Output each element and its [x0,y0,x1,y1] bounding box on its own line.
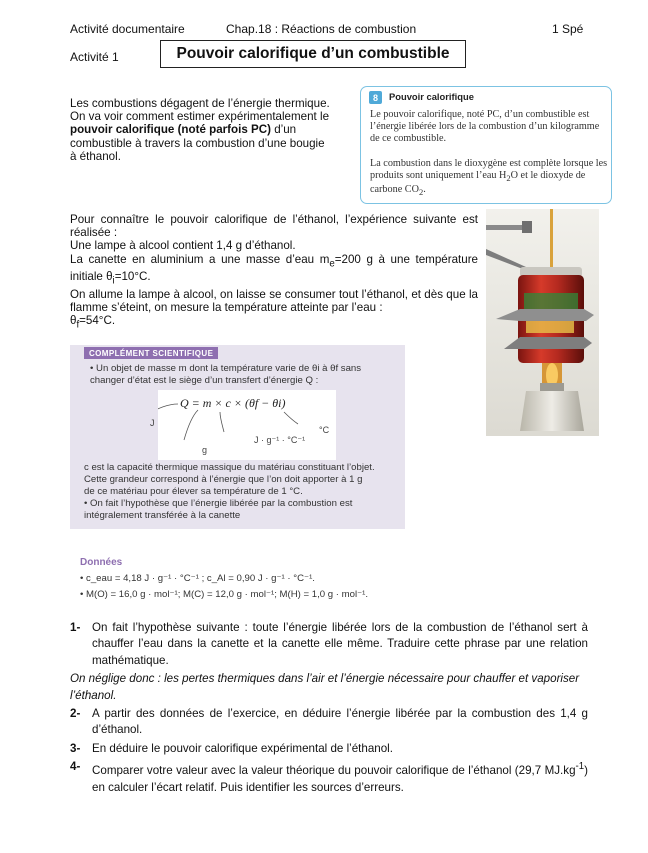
q4-end: ) en calculer l’écart relatif. Puis identifier les sources d’erreurs. [92,764,588,794]
experiment-photo [486,209,599,436]
formula-box [158,390,336,460]
intro-line: à éthanol. [70,149,121,163]
q4-start: Comparer votre valeur avec la valeur théorique du pouvoir calorifique de l’éthanol (29,7 MJ.kg [92,764,576,778]
unit-m: g [202,445,208,455]
definition-text: Le pouvoir calorifique, noté PC, d’un combustible est l’énergie libérée lors de la combustion d’un kilogramme de ce combustible. [370,109,600,145]
exp-sub: e [329,257,335,269]
question-item [70,620,588,669]
question-item [70,759,588,796]
donnees-line: • M(O) = 16,0 g · mol⁻¹; M(C) = 12,0 g · mol⁻¹; M(H) = 1,0 g · mol⁻¹. [80,589,369,600]
intro-line: On va voir comment estimer expérimentalement le [70,110,330,124]
def-p2-mid: O et le dioxyde de carbone CO [370,170,586,196]
def-p2-start: La combustion dans le dioxygène est complète lorsque les produits sont uniquement l’eau H [370,158,608,182]
experiment-line [70,253,478,288]
exp-sub: f [76,319,80,331]
question-text: En déduire le pouvoir calorifique expérimental de l’éthanol. [92,741,393,755]
exp-p5-end: =54°C. [79,314,116,328]
definition-number: 8 [369,91,382,104]
complement-line: c est la capacité thermique massique du matériau constituant l’objet. [84,462,375,473]
complement-line: changer d’état est le siège d’un transfert d’énergie Q : [90,375,319,386]
questions-list [70,620,588,798]
header-chapter: Chap.18 : Réactions de combustion [226,22,417,36]
question-item [70,706,588,739]
definition-box [360,86,612,204]
complement-tag: COMPLÉMENT SCIENTIFIQUE [84,347,218,359]
q4-sup: -1 [575,761,585,773]
intro-line [70,123,348,136]
complement-line: • Un objet de masse m dont la température varie de θi à θf sans [90,363,362,374]
intro-line: Les combustions dégagent de l’énergie thermique. [70,97,330,110]
experiment-line: Pour connaître le pouvoir calorifique de l’éthanol, l’expérience suivante est réalisée : [70,213,478,240]
exp-p5-start: θ [70,314,77,328]
page-title-text: Pouvoir calorifique d’un combustible [176,45,450,62]
complement-line: de ce matériau pour élever sa température de 1 °C. [84,486,303,497]
question-item [70,741,588,757]
question-text: On fait l’hypothèse suivante : toute l’énergie libérée lors de la combustion de l’éthanol sert à chauffer l’eau dans la canette et la canette elle même. Traduire cette phrase par une relation mathématique. [92,621,588,667]
activity-label: Activité 1 [70,50,119,64]
can-lamp-illustration [486,209,599,436]
complement-line: Cette grandeur correspond à l’énergie que l’on doit apporter à 1 g [84,474,363,485]
exp-p3-end: =10°C. [114,270,151,284]
intro-bold: pouvoir calorifique (noté parfois PC) [70,123,271,137]
def-sub: 2 [418,187,424,198]
exp-p3-start: La canette en aluminium a une masse d’eau m [70,252,330,266]
header-level: 1 Spé [552,22,584,36]
question-text: A partir des données de l’exercice, en déduire l’énergie libérée par la combustion des 1,4 g d’éthanol. [92,707,588,737]
definition-text-2 [370,158,608,199]
question-number: 1- [70,621,81,634]
question-note: On néglige donc : les pertes thermiques dans l’air et l’énergie nécessaire pour chauffer et vaporiser l’éthanol. [70,672,580,702]
question-text [92,761,588,794]
question-number: 3- [70,741,81,755]
exp-sub: i [112,275,115,287]
experiment-line: Une lampe à alcool contient 1,4 g d’éthanol. [70,239,296,253]
definition-title: Pouvoir calorifique [389,91,474,102]
intro-line-tail: d’un [270,123,297,137]
question-number: 4- [70,760,81,774]
page-title [160,40,466,68]
complement-line: intégralement transférée à la canette [84,510,241,521]
experiment-line: On allume la lampe à alcool, on laisse se consumer tout l’éthanol, et dès que la flamme s’éteint, on mesure la température atteinte par l’eau : [70,287,478,314]
complement-line: • On fait l’hypothèse que l’énergie libérée par la combustion est [84,498,353,509]
formula-text: Q = m × c × (θf − θi) [180,396,286,410]
experiment-line [70,314,478,332]
donnees-line: • c_eau = 4,18 J · g⁻¹ · °C⁻¹ ; c_Al = 0,90 J · g⁻¹ · °C⁻¹. [80,573,315,584]
def-sub: 2 [506,173,511,184]
intro-paragraph [70,97,348,163]
exp-p3-mid: =200 g à une température initiale θ [70,252,479,284]
question-number: 2- [70,707,81,721]
donnees-title: Données [80,557,123,568]
unit-q: J [150,418,155,428]
def-p2-end: . [423,184,426,196]
intro-line: combustible à travers la combustion d’une bougie [70,136,325,150]
experiment-text [70,213,478,332]
unit-c: J · g⁻¹ · °C⁻¹ [254,435,306,445]
unit-theta: °C [319,425,330,435]
header-left: Activité documentaire [70,22,185,36]
complement-box [70,345,405,529]
